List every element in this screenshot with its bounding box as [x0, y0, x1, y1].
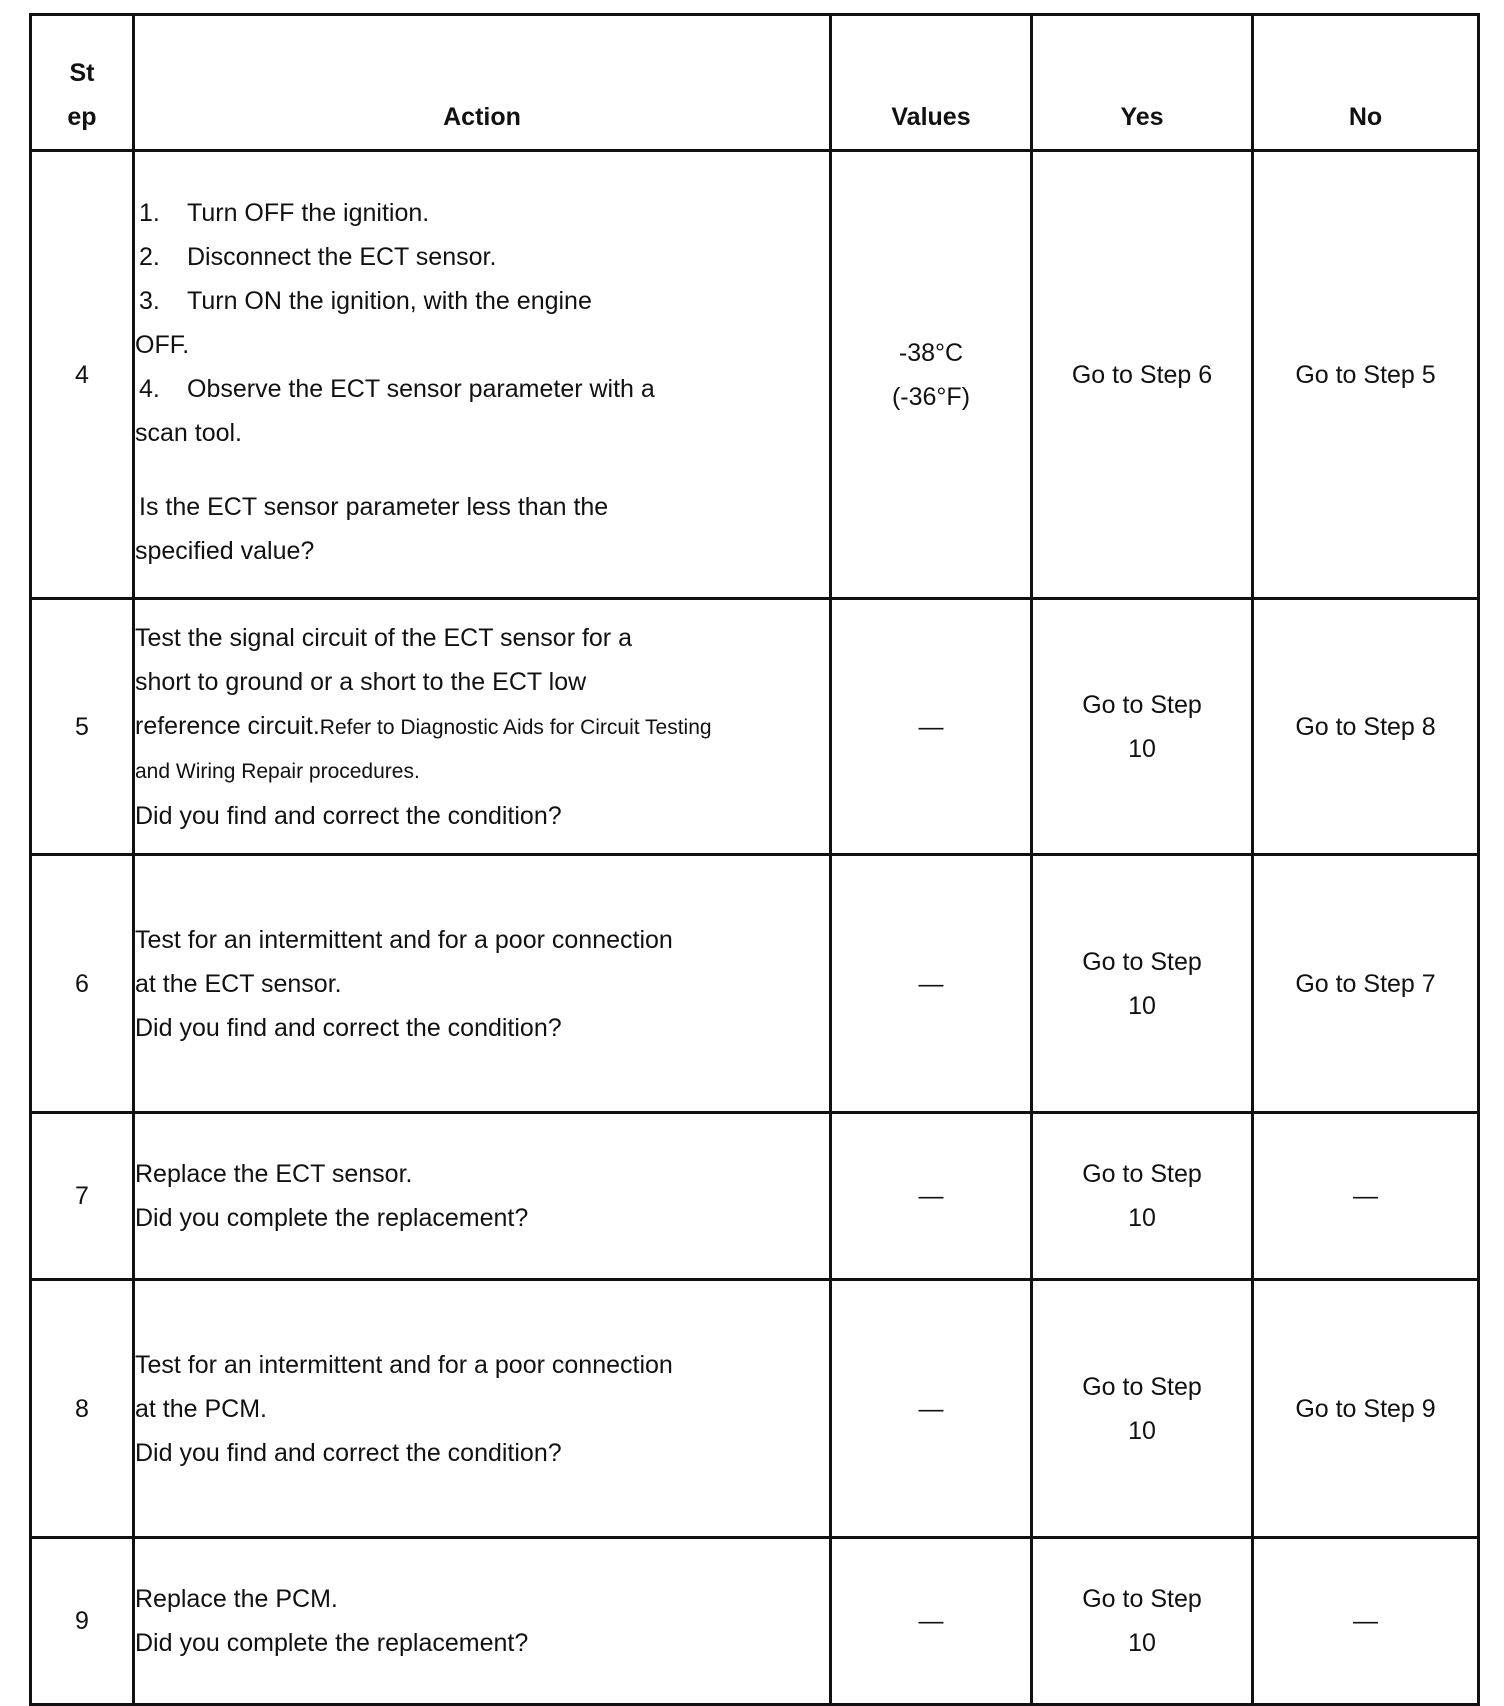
action-line: reference circuit.Refer to Diagnostic Aids for Circuit Testing [135, 711, 712, 740]
action-line: 3. Turn ON the ignition, with the engine [139, 286, 592, 315]
yes-line1: Go to Step [1082, 1372, 1202, 1401]
action-cell [134, 599, 831, 855]
yes-line2: 10 [1128, 1204, 1156, 1232]
action-line: scan tool. [135, 418, 243, 447]
no-cell: Go to Step 7 [1253, 855, 1479, 1113]
action-line: Replace the ECT sensor. [135, 1160, 413, 1188]
table-row-step-9 [31, 1538, 1479, 1705]
action-line: OFF. [135, 330, 190, 359]
header-values: Values [831, 15, 1032, 151]
step-number: 6 [31, 855, 134, 1113]
action-question: specified value? [135, 536, 315, 565]
step-number: 9 [31, 1538, 134, 1705]
action-question: Did you find and correct the condition? [135, 1438, 562, 1467]
yes-line2: 10 [1128, 734, 1156, 763]
yes-line2: 10 [1128, 1629, 1156, 1657]
value-fahrenheit: (-36°F) [891, 382, 971, 411]
step-number: 7 [31, 1113, 134, 1280]
yes-cell [1032, 1280, 1253, 1538]
values-cell: — [831, 1538, 1032, 1705]
action-cell [134, 855, 831, 1113]
action-cell [134, 1113, 831, 1280]
action-line: Test for an intermittent and for a poor connection [135, 1350, 673, 1379]
header-no: No [1253, 15, 1479, 151]
action-cell [134, 151, 831, 599]
header-step [31, 15, 134, 151]
action-line: and Wiring Repair procedures. [135, 759, 420, 783]
yes-cell [1032, 599, 1253, 855]
diagnostic-table [29, 13, 1480, 1706]
action-question: Did you complete the replacement? [135, 1204, 529, 1232]
header-step-line2: ep [67, 103, 97, 131]
yes-cell: Go to Step 6 [1032, 151, 1253, 599]
yes-cell [1032, 1538, 1253, 1705]
action-question: Did you complete the replacement? [135, 1629, 529, 1657]
header-step-line1: St [69, 59, 95, 87]
action-line: at the ECT sensor. [135, 969, 342, 998]
values-cell [831, 151, 1032, 599]
yes-cell [1032, 1113, 1253, 1280]
table-row-step-4 [31, 151, 1479, 599]
table-row-step-8 [31, 1280, 1479, 1538]
yes-line1: Go to Step [1082, 1585, 1202, 1613]
header-row [31, 15, 1479, 151]
no-cell: — [1253, 1113, 1479, 1280]
action-line: Test for an intermittent and for a poor connection [135, 925, 673, 954]
no-cell: Go to Step 9 [1253, 1280, 1479, 1538]
values-cell: — [831, 1113, 1032, 1280]
action-question: Did you find and correct the condition? [135, 801, 562, 830]
no-cell: — [1253, 1538, 1479, 1705]
yes-line1: Go to Step [1082, 690, 1202, 719]
action-line: short to ground or a short to the ECT low [135, 667, 587, 696]
yes-line2: 10 [1128, 1416, 1156, 1445]
action-line: 2. Disconnect the ECT sensor. [139, 242, 497, 271]
values-cell: — [831, 599, 1032, 855]
action-line: at the PCM. [135, 1394, 267, 1423]
yes-line1: Go to Step [1082, 1160, 1202, 1188]
no-cell: Go to Step 5 [1253, 151, 1479, 599]
action-line: 4. Observe the ECT sensor parameter with a [139, 374, 655, 403]
table-row-step-5 [31, 599, 1479, 855]
yes-cell [1032, 855, 1253, 1113]
yes-line2: 10 [1128, 991, 1156, 1020]
action-line: Test the signal circuit of the ECT sensor for a [135, 623, 632, 652]
no-cell: Go to Step 8 [1253, 599, 1479, 855]
value-celsius: -38°C [898, 338, 964, 367]
step-number: 5 [31, 599, 134, 855]
values-cell: — [831, 1280, 1032, 1538]
header-yes: Yes [1032, 15, 1253, 151]
header-action: Action [134, 15, 831, 151]
table-row-step-7 [31, 1113, 1479, 1280]
action-cell [134, 1280, 831, 1538]
step-number: 8 [31, 1280, 134, 1538]
action-line: 1. Turn OFF the ignition. [139, 198, 430, 227]
yes-line1: Go to Step [1082, 947, 1202, 976]
action-cell [134, 1538, 831, 1705]
values-cell: — [831, 855, 1032, 1113]
action-question: Did you find and correct the condition? [135, 1013, 562, 1042]
table-row-step-6 [31, 855, 1479, 1113]
step-number: 4 [31, 151, 134, 599]
action-question: Is the ECT sensor parameter less than the [139, 492, 609, 521]
action-line: Replace the PCM. [135, 1585, 338, 1613]
